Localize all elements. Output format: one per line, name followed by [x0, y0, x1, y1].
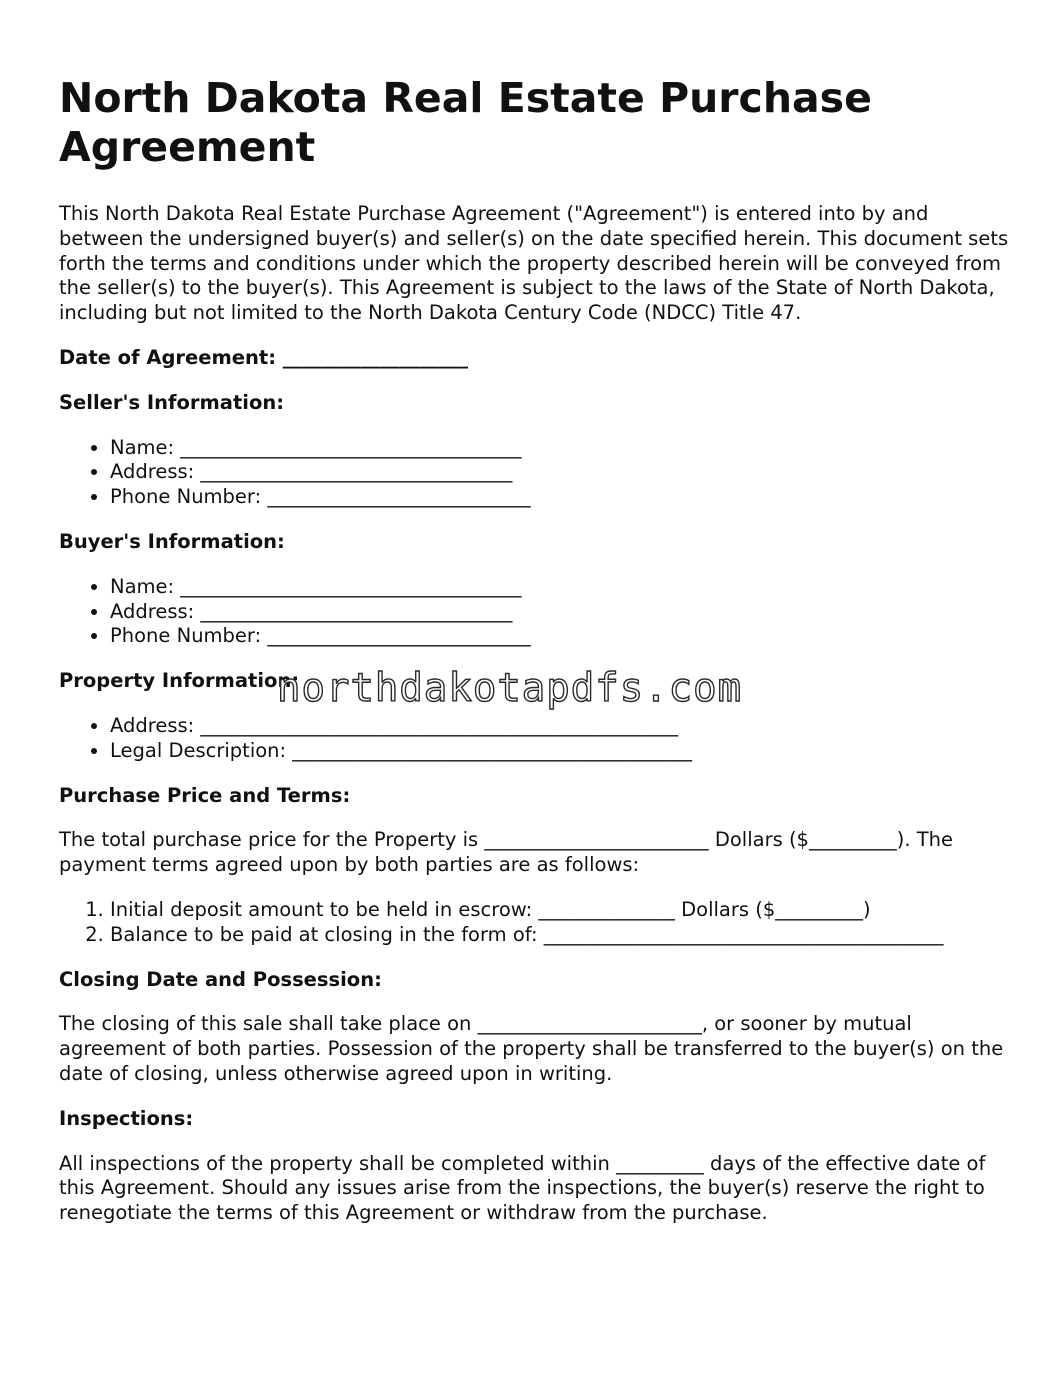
- balance-item: 2. Balance to be paid at closing in the form of: _________________________________________: [110, 923, 1009, 948]
- purchase-text: The total purchase price for the Property is _______________________ Dollars ($_________). The payment terms agreed upon by both parties are as follows:: [59, 828, 953, 877]
- seller-address-field: • Address: ________________________________: [110, 460, 1009, 485]
- inspections-text: All inspections of the property shall be completed within _________ days of the effective date of this Agreement. Should any issues arise from the inspections, the buyer(s) reserve the right to renegotiate the terms of this Agreement or withdraw from the purchase.: [59, 1151, 986, 1225]
- date-of-agreement: Date of Agreement: ___________________: [59, 345, 469, 369]
- payment-terms-list: [59, 898, 1009, 948]
- seller-heading: Seller's Information:: [59, 390, 285, 414]
- watermark-text: northdakotapdfs.com: [277, 666, 743, 711]
- closing-text: The closing of this sale shall take place on _______________________, or sooner by mutual agreement of both parties. Possession of the property shall be transferred to the buyer(s) on the date of closing, unless otherwise agreed upon in writing.: [59, 1012, 1004, 1085]
- closing-heading: Closing Date and Possession:: [59, 967, 382, 991]
- inspections-heading: Inspections:: [59, 1106, 194, 1130]
- seller-name-field: • Name: ___________________________________: [110, 436, 1009, 461]
- property-list: [59, 714, 1009, 764]
- buyer-phone-field: • Phone Number: ___________________________: [110, 624, 1009, 649]
- document-page: [59, 74, 1009, 1246]
- property-heading: Property Information:: [59, 669, 300, 693]
- buyer-list: [59, 575, 1009, 649]
- seller-list: [59, 436, 1009, 510]
- buyer-heading: Buyer's Information:: [59, 529, 285, 553]
- intro-paragraph: This North Dakota Real Estate Purchase Agreement ("Agreement") is entered into by and between the undersigned buyer(s) and seller(s) on the date specified herein. This document sets forth the terms and conditions under which the property described herein will be conveyed from the seller(s) to the buyer(s). This Agreement is subject to the laws of the State of North Dakota, including but not limited to the North Dakota Century Code (NDCC) Title 47.: [59, 202, 1009, 325]
- page-title: North Dakota Real Estate Purchase Agreement: [59, 74, 872, 171]
- buyer-name-field: • Name: ___________________________________: [110, 575, 1009, 600]
- property-legal-description-field: • Legal Description: _________________________________________: [110, 739, 1009, 764]
- seller-phone-field: • Phone Number: ___________________________: [110, 485, 1009, 510]
- purchase-heading: Purchase Price and Terms:: [59, 783, 351, 807]
- buyer-address-field: • Address: ________________________________: [110, 600, 1009, 625]
- initial-deposit-item: 1. Initial deposit amount to be held in escrow: ______________ Dollars ($_________): [110, 898, 1009, 923]
- property-address-field: • Address: _________________________________________________: [110, 714, 1009, 739]
